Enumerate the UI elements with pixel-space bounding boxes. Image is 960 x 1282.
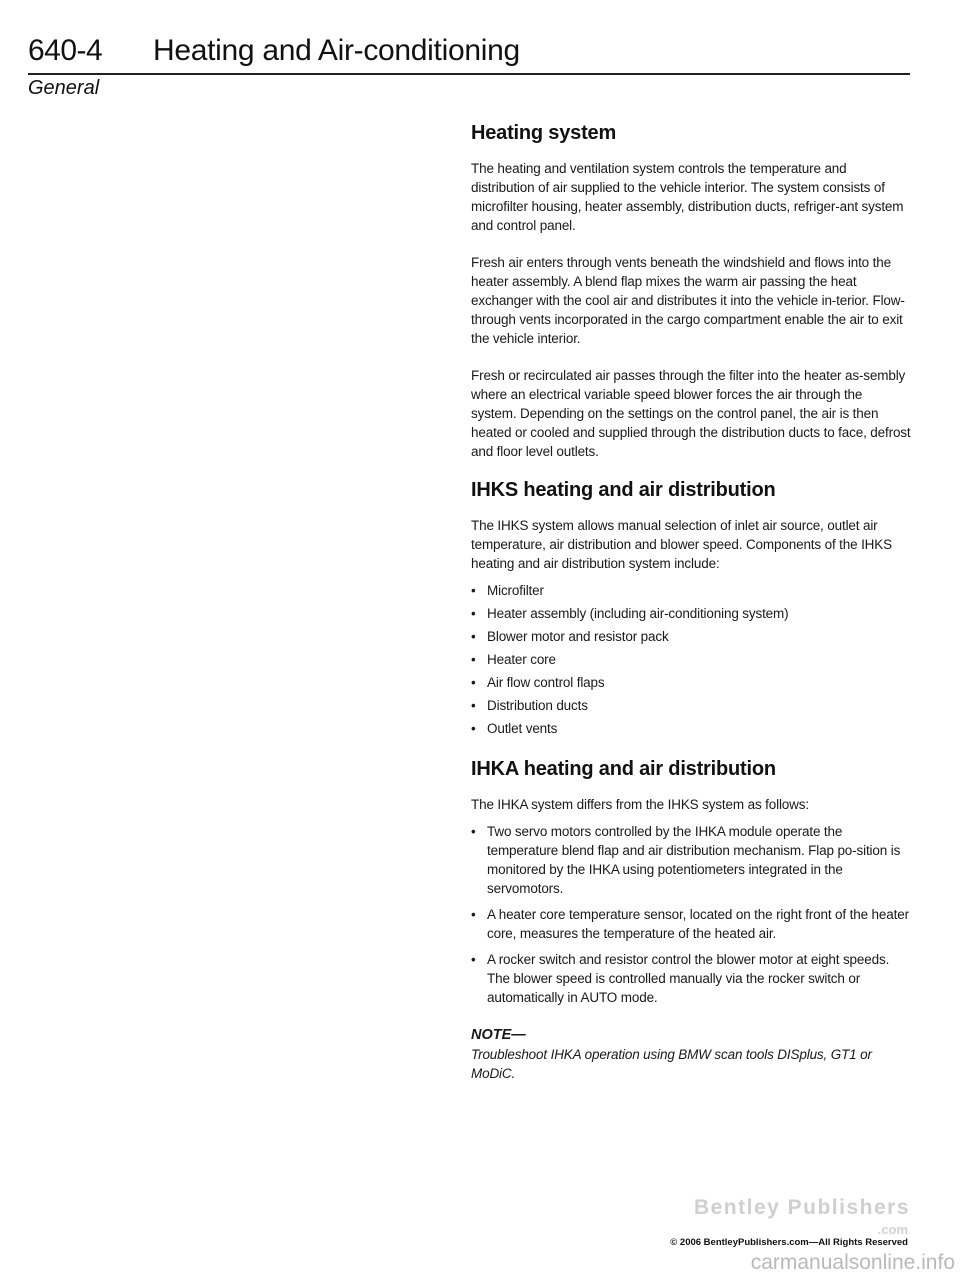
difference-list bbox=[471, 822, 911, 1007]
bullet-icon: • bbox=[471, 583, 476, 598]
section-label: General bbox=[28, 77, 100, 99]
heating-system-section bbox=[471, 122, 911, 461]
publisher-domain: .com bbox=[877, 1222, 908, 1237]
page-number: 640-4 bbox=[28, 34, 103, 67]
header-rule bbox=[28, 73, 910, 75]
list-item: • Two servo motors controlled by the IHKA module operate the temperature blend flap and air distribution mechanism. Flap po-sition is monitored by the IHKA using potentiometers integrated in the servomotors. bbox=[471, 824, 901, 896]
list-item: • Distribution ducts bbox=[471, 698, 588, 713]
list-item: • A rocker switch and resistor control the blower motor at eight speeds. The blower speed is controlled manually via the rocker switch or automatically in AUTO mode. bbox=[471, 952, 890, 1005]
bullet-icon: • bbox=[471, 652, 476, 667]
page-title: Heating and Air-conditioning bbox=[153, 34, 520, 67]
ihka-section bbox=[471, 758, 911, 1083]
list-item: • Blower motor and resistor pack bbox=[471, 629, 669, 644]
list-item: • A heater core temperature sensor, located on the right front of the heater core, measures the temperature of the heated air. bbox=[471, 907, 909, 941]
paragraph: The IHKA system differs from the IHKS system as follows: bbox=[471, 797, 809, 812]
list-item: • Outlet vents bbox=[471, 721, 558, 736]
paragraph: Fresh or recirculated air passes through the filter into the heater as-sembly where an electrical variable speed blower forces the air through the system. Depending on the settings on the control panel, the air is then heated or cooled and supplied through the distribution ducts to face, defrost and floor level outlets. bbox=[471, 368, 911, 459]
list-item: • Heater core bbox=[471, 652, 556, 667]
paragraph: The IHKS system allows manual selection of inlet air source, outlet air temperature, air distribution and blower speed. Components of the IHKS heating and air distribution system include: bbox=[471, 518, 892, 571]
note-heading: NOTE— bbox=[471, 1027, 526, 1043]
section-heading: IHKA heating and air distribution bbox=[471, 758, 776, 780]
note-text: Troubleshoot IHKA operation using BMW scan tools DISplus, GT1 or MoDiC. bbox=[471, 1047, 872, 1081]
paragraph: Fresh air enters through vents beneath the windshield and flows into the heater assembly. A blend flap mixes the warm air passing the heat exchanger with the cool air and distributes it into the vehicle in-terior. Flow-through vents incorporated in the cargo compartment enable the air to exit the vehicle interior. bbox=[471, 255, 905, 346]
component-list bbox=[471, 581, 911, 738]
bullet-icon: • bbox=[471, 952, 476, 967]
bullet-icon: • bbox=[471, 824, 476, 839]
copyright-notice: © 2006 BentleyPublishers.com—All Rights Reserved bbox=[670, 1237, 908, 1248]
bullet-icon: • bbox=[471, 606, 476, 621]
main-content bbox=[471, 122, 911, 1083]
list-item: • Heater assembly (including air-conditioning system) bbox=[471, 606, 789, 621]
ihks-section bbox=[471, 479, 911, 738]
publisher-watermark: Bentley Publishers bbox=[693, 1196, 910, 1219]
bullet-icon: • bbox=[471, 721, 476, 736]
section-heading: IHKS heating and air distribution bbox=[471, 479, 776, 501]
paragraph: The heating and ventilation system controls the temperature and distribution of air supplied to the vehicle interior. The system consists of microfilter housing, heater assembly, distribution ducts, refriger-ant system and control panel. bbox=[471, 161, 904, 233]
section-heading: Heating system bbox=[471, 122, 617, 144]
bullet-icon: • bbox=[471, 675, 476, 690]
bullet-icon: • bbox=[471, 629, 476, 644]
list-item: • Microfilter bbox=[471, 583, 544, 598]
bullet-icon: • bbox=[471, 698, 476, 713]
list-item: • Air flow control flaps bbox=[471, 675, 605, 690]
site-watermark: carmanualsonline.info bbox=[750, 1251, 955, 1274]
bullet-icon: • bbox=[471, 907, 476, 922]
